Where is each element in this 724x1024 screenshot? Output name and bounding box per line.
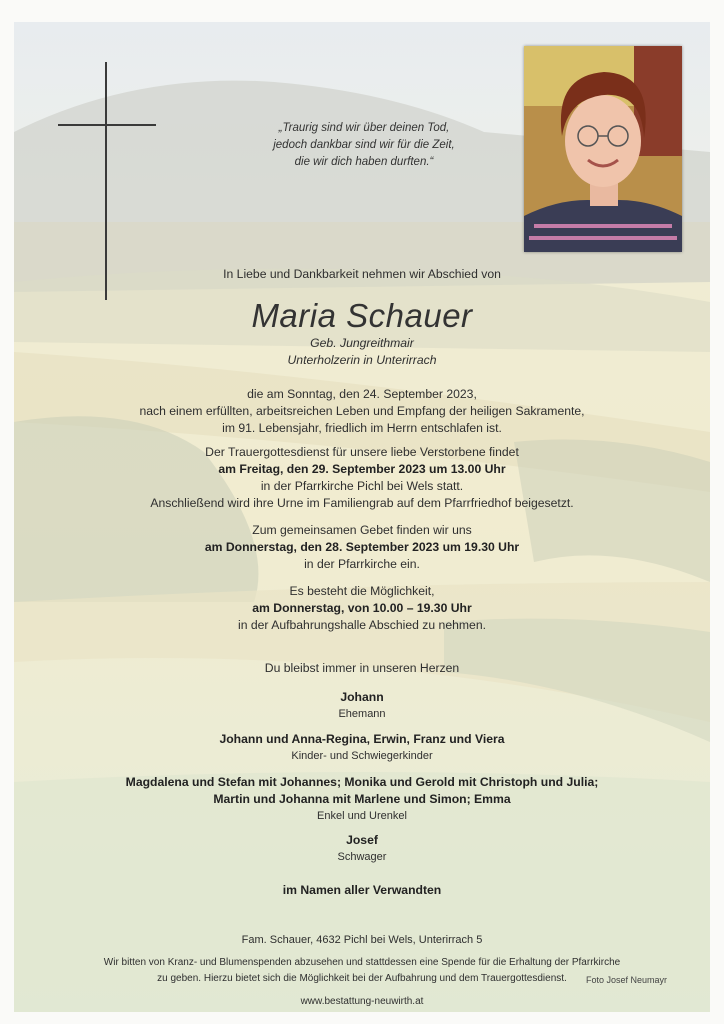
death-notice [14,386,710,437]
viewing-line: in der Aufbahrungshalle Abschied zu nehmen. [238,618,486,632]
family-names: Josef [346,833,378,847]
funeral-line: in der Pfarrkirche Pichl bei Wels statt. [260,479,464,493]
death-line: die am Sonntag, den 24. September 2023, [247,387,477,401]
birth-name: Geb. Jungreithmair [310,336,414,350]
house-name: Unterholzerin in Unterirrach [287,353,437,367]
family-entry [14,832,710,865]
family-relation: Schwager [337,851,387,863]
funeral-line: Anschließend wird ihre Urne im Familiengrab auf dem Pfarrfriedhof beigesetzt. [150,496,574,510]
prayer-line: Zum gemeinsamen Gebet finden wir uns [252,523,472,537]
family-names: Martin und Johanna mit Marlene und Simon; Emma [213,792,511,806]
family-entry [14,731,710,764]
parte-card [14,22,710,1012]
family-relation: Kinder- und Schwiegerkinder [291,750,433,762]
cross-icon-bar [58,124,156,126]
viewing-date: am Donnerstag, von 10.00 – 19.30 Uhr [252,601,472,615]
deceased-name: Maria Schauer [251,297,473,334]
photo-credit: Foto Josef Neumayr [586,975,668,985]
death-line: nach einem erfüllten, arbeitsreichen Leben und Empfang der heiligen Sakramente, [139,404,585,418]
website-link[interactable]: www.bestattung-neuwirth.at [300,996,424,1007]
family-names: Magdalena und Stefan mit Johannes; Monika und Gerold mit Christoph und Julia; [125,775,599,789]
all-relatives: im Namen aller Verwandten [282,883,442,897]
intro-text: In Liebe und Dankbarkeit nehmen wir Abschied von [223,267,501,281]
quote-line: jedoch dankbar sind wir für die Zeit, [273,139,455,151]
funeral-block [14,444,710,512]
prayer-line: in der Pfarrkirche ein. [304,557,420,571]
death-line: im 91. Lebensjahr, friedlich im Herrn entschlafen ist. [222,421,502,435]
intro-block [14,266,710,283]
funeral-line: Der Trauergottesdienst für unsere liebe Verstorbene findet [205,445,519,459]
quote-line: „Traurig sind wir über deinen Tod, [278,122,450,134]
family-entry [14,689,710,722]
family-address: Fam. Schauer, 4632 Pichl bei Wels, Unterirrach 5 [241,934,483,946]
family-names: Johann und Anna-Regina, Erwin, Franz und Viera [219,732,505,746]
viewing-line: Es besteht die Möglichkeit, [289,584,435,598]
relatives-block [14,882,710,899]
address-block [14,932,710,948]
viewing-block [14,583,710,634]
family-relation: Ehemann [338,708,386,720]
family-names: Johann [340,690,384,704]
prayer-block [14,522,710,573]
hearts-block [14,660,710,677]
quote-line: die wir dich haben durften.“ [294,156,434,168]
memorial-quote [244,120,484,171]
portrait-photo [524,46,682,252]
website-block [14,994,710,1010]
funeral-date: am Freitag, den 29. September 2023 um 13.00 Uhr [218,462,506,476]
deceased-block [14,297,710,369]
hearts-text: Du bleibst immer in unseren Herzen [264,661,460,675]
cross-icon [105,62,107,300]
family-entry [14,774,710,824]
prayer-date: am Donnerstag, den 28. September 2023 um 19.30 Uhr [204,540,520,554]
request-line: Wir bitten von Kranz- und Blumenspenden abzusehen und stattdessen eine Spende für die Erhaltung der Pfarrkirche [103,957,621,968]
family-relation: Enkel und Urenkel [317,810,407,822]
request-line: zu geben. Hierzu bietet sich die Möglichkeit bei der Aufbahrung und dem Trauergottesdienst. [157,973,567,984]
